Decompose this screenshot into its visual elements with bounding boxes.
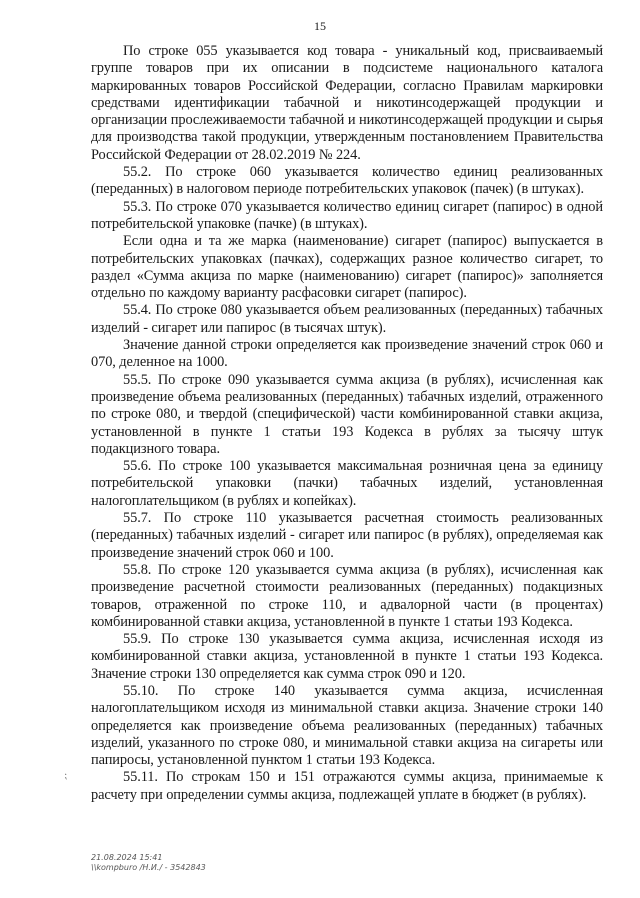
paragraph: 55.8. По строке 120 указывается сумма акциза (в рублях), исчисленная как произведение расчетной стоимости реализованных (переданных) подакцизных товаров, отраженной по строке 110, и адвалорной части (в процентах) комбинированной ставки акциза, установленной в пункте 1 статьи 193 Кодекса. [91, 561, 603, 630]
paragraph: 55.4. По строке 080 указывается объем реализованных (переданных) табачных изделий - сигарет или папирос (в тысячах штук). [91, 302, 603, 336]
paragraph: 55.7. По строке 110 указывается расчетная стоимость реализованных (переданных) табачных изделий - сигарет или папирос (в рублях), определяемая как произведение значений строк 060 и 100. [91, 510, 603, 561]
paragraph: По строке 055 указывается код товара - уникальный код, присваиваемый группе товаров при их описании в подсистеме национального каталога маркированных товаров Российской Федерации, согласно Правилам маркировки средствами идентификации табачной и никотинсодержащей продукции и организации прослеживаемости табачной и никотинсодержащей продукции и сырья для производства такой продукции, утвержденным постановлением Правительства Российской Федерации от 28.02.2019 № 224. [91, 43, 603, 163]
paragraph: 55.11. По строкам 150 и 151 отражаются суммы акциза, принимаемые к расчету при определении суммы акциза, подлежащей уплате в бюджет (в рублях). [91, 769, 603, 803]
paragraph: Значение данной строки определяется как произведение значений строк 060 и 070, деленное на 1000. [91, 337, 603, 371]
paragraph: 55.6. По строке 100 указывается максимальная розничная цена за единицу потребительской упаковки (пачки) табачных изделий, установленная налогоплательщиком (в рублях и копейках). [91, 458, 603, 509]
print-stamp [91, 853, 206, 873]
page-number: 15 [314, 19, 326, 33]
paragraph: 55.3. По строке 070 указывается количество единиц сигарет (папирос) в одной потребительской упаковке (пачке) (в штуках). [91, 198, 603, 232]
stamp-user: \\kompburo /Н.И./ - 3542843 [91, 863, 206, 872]
paragraph: 55.5. По строке 090 указывается сумма акциза (в рублях), исчисленная как произведение объема реализованных (переданных) табачных изделий, отраженного по строке 080, и твердой (специфической) части комбинированной ставки акциза, установленной в пункте 1 статьи 193 Кодекса в рублях за тысячу штук подакцизного товара. [91, 371, 603, 457]
paragraph: 55.2. По строке 060 указывается количество единиц реализованных (переданных) в налоговом периоде потребительских упаковок (пачек) (в штуках). [91, 164, 603, 198]
stamp-date: 21.08.2024 15:41 [91, 853, 163, 862]
paragraph: 55.10. По строке 140 указывается сумма акциза, исчисленная налогоплательщиком исходя из минимальной ставки акциза. Значение строки 140 определяется как произведение объема реализованных (переданных) табачных изделий, указанного по строке 080, и минимальной ставки акциза на сигареты или папиросы, установленной пунктом 1 статьи 193 Кодекса. [91, 682, 603, 769]
paragraph: 55.9. По строке 130 указывается сумма акциза, исчисленная исходя из комбинированной ставки акциза, установленной в пункте 1 статьи 193 Кодекса. Значение строки 130 определяется как сумма строк 090 и 120. [91, 631, 603, 682]
margin-mark: ⁏ [64, 770, 68, 781]
document-body [91, 43, 603, 804]
paragraph: Если одна и та же марка (наименование) сигарет (папирос) выпускается в потребительских упаковках (пачках), содержащих разное количество сигарет, то раздел «Сумма акциза по марке (наименованию) сигарет (папирос)» заполняется отдельно по каждому варианту расфасовки сигарет (папирос). [91, 233, 603, 302]
